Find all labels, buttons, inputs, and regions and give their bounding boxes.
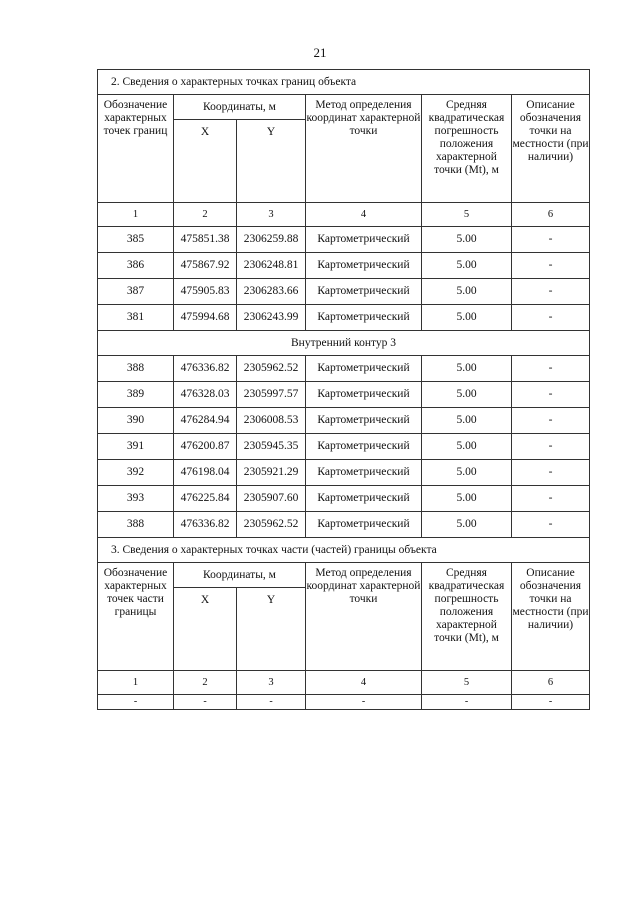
- header-method: Метод определения координат характерной точки: [306, 95, 422, 203]
- header-x: X: [174, 588, 237, 671]
- point-id: 390: [98, 408, 174, 434]
- header-designation: Обозначение характерных точек границ: [98, 95, 174, 203]
- method: Картометрический: [306, 434, 422, 460]
- coord-y: 2306283.66: [237, 279, 306, 305]
- point-id: 387: [98, 279, 174, 305]
- error: 5.00: [422, 382, 512, 408]
- section-2-title: 2. Сведения о характерных точках границ объекта: [98, 70, 590, 95]
- column-number: 1: [98, 671, 174, 695]
- method: Картометрический: [306, 305, 422, 331]
- coord-x: 475851.38: [174, 227, 237, 253]
- boundary-points-table: [97, 69, 590, 710]
- description: -: [512, 227, 590, 253]
- header-y: Y: [237, 120, 306, 203]
- description: -: [512, 434, 590, 460]
- error: 5.00: [422, 253, 512, 279]
- coord-x: 476284.94: [174, 408, 237, 434]
- column-number: 1: [98, 203, 174, 227]
- header-error: Средняя квадратическая погрешность положения характерной точки (Mt), м: [422, 95, 512, 203]
- description: -: [512, 382, 590, 408]
- coord-y: 2306243.99: [237, 305, 306, 331]
- column-numbers-row: [98, 671, 590, 695]
- table-row: [98, 253, 590, 279]
- column-number: 6: [512, 671, 590, 695]
- column-number: 3: [237, 671, 306, 695]
- point-id: 381: [98, 305, 174, 331]
- coord-y: -: [237, 695, 306, 710]
- coord-y: 2306259.88: [237, 227, 306, 253]
- method: Картометрический: [306, 408, 422, 434]
- description: -: [512, 408, 590, 434]
- description: -: [512, 512, 590, 538]
- column-number: 6: [512, 203, 590, 227]
- column-number: 2: [174, 203, 237, 227]
- header-coordinates: Координаты, м: [174, 95, 306, 120]
- point-id: 393: [98, 486, 174, 512]
- coord-x: 475905.83: [174, 279, 237, 305]
- header-error: Средняя квадратическая погрешность положения характерной точки (Mt), м: [422, 563, 512, 671]
- description: -: [512, 695, 590, 710]
- error: 5.00: [422, 486, 512, 512]
- description: -: [512, 356, 590, 382]
- method: Картометрический: [306, 512, 422, 538]
- method: Картометрический: [306, 279, 422, 305]
- coord-y: 2305945.35: [237, 434, 306, 460]
- table-row: [98, 486, 590, 512]
- description: -: [512, 486, 590, 512]
- coord-y: 2305962.52: [237, 356, 306, 382]
- error: 5.00: [422, 356, 512, 382]
- column-number: 5: [422, 203, 512, 227]
- coord-x: 476225.84: [174, 486, 237, 512]
- coord-y: 2305962.52: [237, 512, 306, 538]
- column-number: 2: [174, 671, 237, 695]
- method: Картометрический: [306, 227, 422, 253]
- header-description: Описание обозначения точки на местности (при наличии): [512, 95, 590, 203]
- header-x: X: [174, 120, 237, 203]
- table-row: [98, 695, 590, 710]
- coord-x: 475867.92: [174, 253, 237, 279]
- coord-y: 2305907.60: [237, 486, 306, 512]
- point-id: 389: [98, 382, 174, 408]
- column-number: 4: [306, 671, 422, 695]
- point-id: -: [98, 695, 174, 710]
- error: 5.00: [422, 279, 512, 305]
- description: -: [512, 279, 590, 305]
- description: -: [512, 460, 590, 486]
- error: 5.00: [422, 408, 512, 434]
- point-id: 388: [98, 356, 174, 382]
- point-id: 386: [98, 253, 174, 279]
- coord-x: 475994.68: [174, 305, 237, 331]
- coord-x: 476200.87: [174, 434, 237, 460]
- header-y: Y: [237, 588, 306, 671]
- error: 5.00: [422, 434, 512, 460]
- header-designation: Обозначение характерных точек части границы: [98, 563, 174, 671]
- method: Картометрический: [306, 486, 422, 512]
- coord-y: 2305921.29: [237, 460, 306, 486]
- error: -: [422, 695, 512, 710]
- header-description: Описание обозначения точки на местности (при наличии): [512, 563, 590, 671]
- point-id: 392: [98, 460, 174, 486]
- coord-x: 476198.04: [174, 460, 237, 486]
- table-row: [98, 305, 590, 331]
- error: 5.00: [422, 512, 512, 538]
- coord-x: 476336.82: [174, 512, 237, 538]
- coord-x: 476328.03: [174, 382, 237, 408]
- table-row: [98, 408, 590, 434]
- point-id: 388: [98, 512, 174, 538]
- method: Картометрический: [306, 460, 422, 486]
- column-numbers-row: [98, 203, 590, 227]
- method: Картометрический: [306, 382, 422, 408]
- coord-y: 2305997.57: [237, 382, 306, 408]
- point-id: 385: [98, 227, 174, 253]
- column-number: 4: [306, 203, 422, 227]
- method: Картометрический: [306, 253, 422, 279]
- header-coordinates: Координаты, м: [174, 563, 306, 588]
- table-row: [98, 356, 590, 382]
- table-row: [98, 460, 590, 486]
- method: -: [306, 695, 422, 710]
- coord-x: 476336.82: [174, 356, 237, 382]
- table-row: [98, 382, 590, 408]
- coord-x: -: [174, 695, 237, 710]
- table-row: [98, 434, 590, 460]
- point-id: 391: [98, 434, 174, 460]
- header-method: Метод определения координат характерной точки: [306, 563, 422, 671]
- method: Картометрический: [306, 356, 422, 382]
- page-number: 21: [313, 45, 327, 60]
- section-3-title: 3. Сведения о характерных точках части (частей) границы объекта: [98, 538, 590, 563]
- error: 5.00: [422, 305, 512, 331]
- coord-y: 2306248.81: [237, 253, 306, 279]
- coord-y: 2306008.53: [237, 408, 306, 434]
- table-row: [98, 227, 590, 253]
- table-row: [98, 512, 590, 538]
- column-number: 3: [237, 203, 306, 227]
- description: -: [512, 253, 590, 279]
- table-row: [98, 279, 590, 305]
- description: -: [512, 305, 590, 331]
- inner-contour-label: Внутренний контур 3: [98, 331, 590, 356]
- error: 5.00: [422, 227, 512, 253]
- column-number: 5: [422, 671, 512, 695]
- error: 5.00: [422, 460, 512, 486]
